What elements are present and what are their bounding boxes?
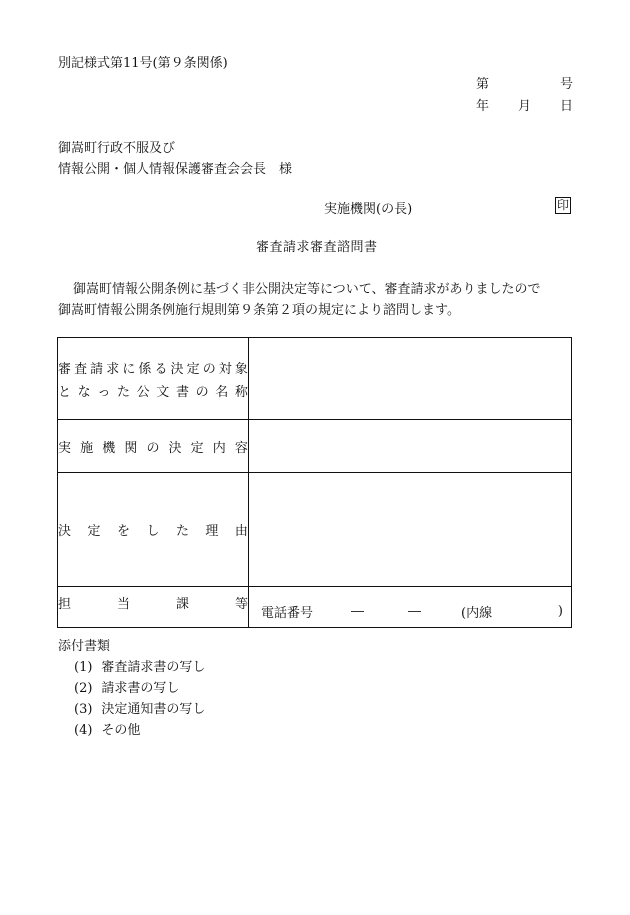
label-decision-content-text xyxy=(58,437,248,456)
label-char: と xyxy=(58,384,72,400)
label-char: の xyxy=(146,440,160,456)
phone-label: 電話番号 xyxy=(261,605,314,621)
attachment-item xyxy=(74,677,179,696)
body-line2: 御嵩町情報公開条例施行規則第９条第２項の規定により諮問します。 xyxy=(58,303,460,318)
label-char: 決 xyxy=(170,361,184,377)
label-char: し xyxy=(146,524,160,539)
label-char: 決 xyxy=(58,524,72,539)
addressee-line2: 情報公開・個人情報保護審査会会長 様 xyxy=(58,162,293,177)
body-line1: 御嵩町情報公開条例に基づく非公開決定等について、審査請求がありましたので xyxy=(73,282,541,297)
inquiry-form-table xyxy=(57,337,572,628)
seal-mark: 印 xyxy=(557,198,570,212)
attachment-text: 決定通知書の写し xyxy=(101,702,206,717)
attachments-heading: 添付書類 xyxy=(58,639,111,654)
label-char: 由 xyxy=(234,524,248,539)
attachment-item xyxy=(74,719,140,738)
attachment-text: 請求書の写し xyxy=(101,681,180,696)
label-char: の xyxy=(195,384,209,400)
label-char: 当 xyxy=(116,596,130,612)
label-char: 関 xyxy=(124,440,138,456)
sender-name: 実施機関(の長) xyxy=(324,202,413,217)
label-document-name xyxy=(58,338,249,420)
label-document-name-line1 xyxy=(58,358,248,377)
label-char: 定 xyxy=(190,440,204,456)
label-char: 機 xyxy=(102,440,116,456)
label-char: 文 xyxy=(156,384,170,400)
addressee-line1: 御嵩町行政不服及び xyxy=(58,141,176,156)
attachment-text: 審査請求書の写し xyxy=(101,660,206,675)
row-decision-content xyxy=(58,420,572,473)
label-char: 係 xyxy=(138,361,152,377)
label-decision-content xyxy=(58,420,249,473)
label-char: っ xyxy=(97,384,111,400)
form-id: 別記様式第11号(第９条関係) xyxy=(58,56,228,71)
row-department xyxy=(58,587,572,628)
label-char: に xyxy=(122,361,136,377)
label-char: 担 xyxy=(58,596,72,612)
field-document-name[interactable] xyxy=(249,338,572,420)
label-char: 容 xyxy=(234,440,248,456)
label-char: 審 xyxy=(58,361,72,377)
row-decision-reason xyxy=(58,473,572,587)
label-char: 請 xyxy=(90,361,104,377)
phone-dash-1: ― xyxy=(351,603,365,619)
label-char: 施 xyxy=(80,440,94,456)
attachment-number: (1) xyxy=(74,660,93,675)
attachment-item xyxy=(74,656,205,675)
label-char: た xyxy=(175,524,189,539)
phone-extension-close: ) xyxy=(557,603,563,619)
label-char: を xyxy=(116,524,130,539)
attachment-text: その他 xyxy=(101,723,141,738)
field-department-phone[interactable] xyxy=(249,587,572,628)
attachment-number: (2) xyxy=(74,681,93,696)
phone-extension-open: (内線 xyxy=(461,605,493,621)
field-decision-reason[interactable] xyxy=(249,473,572,587)
label-char: な xyxy=(77,384,91,400)
label-char: 名 xyxy=(215,384,229,400)
label-char: 象 xyxy=(234,361,248,377)
label-char: 課 xyxy=(175,596,189,612)
date-month: 月 xyxy=(518,99,532,114)
number-dai: 第 xyxy=(476,77,490,92)
label-char: 求 xyxy=(106,361,120,377)
label-char: 定 xyxy=(87,524,101,539)
label-char: 称 xyxy=(234,384,248,400)
field-decision-content[interactable] xyxy=(249,420,572,473)
document-title: 審査請求審査諮問書 xyxy=(256,240,378,255)
phone-dash-2: ― xyxy=(408,603,422,619)
label-char: 内 xyxy=(212,440,226,456)
label-char: 決 xyxy=(168,440,182,456)
label-char: る xyxy=(154,361,168,377)
attachment-number: (3) xyxy=(74,702,93,717)
date-day: 日 xyxy=(560,99,574,114)
label-char: 等 xyxy=(234,596,248,612)
row-document-name xyxy=(58,338,572,420)
label-char: 理 xyxy=(205,524,219,539)
label-char: 書 xyxy=(175,384,189,400)
attachment-number: (4) xyxy=(74,723,93,738)
label-char: 実 xyxy=(58,440,72,456)
label-char: 公 xyxy=(136,384,150,400)
date-year: 年 xyxy=(476,99,490,114)
attachment-item xyxy=(74,698,205,717)
label-decision-reason xyxy=(58,473,249,587)
number-go: 号 xyxy=(560,77,574,92)
label-document-name-line2 xyxy=(58,381,248,400)
label-char: た xyxy=(116,384,130,400)
label-decision-reason-text xyxy=(58,520,248,539)
label-char: 査 xyxy=(74,361,88,377)
label-department-text xyxy=(58,593,248,612)
label-char: の xyxy=(202,361,216,377)
label-char: 定 xyxy=(186,361,200,377)
label-char: 対 xyxy=(218,361,232,377)
label-department xyxy=(58,587,249,628)
